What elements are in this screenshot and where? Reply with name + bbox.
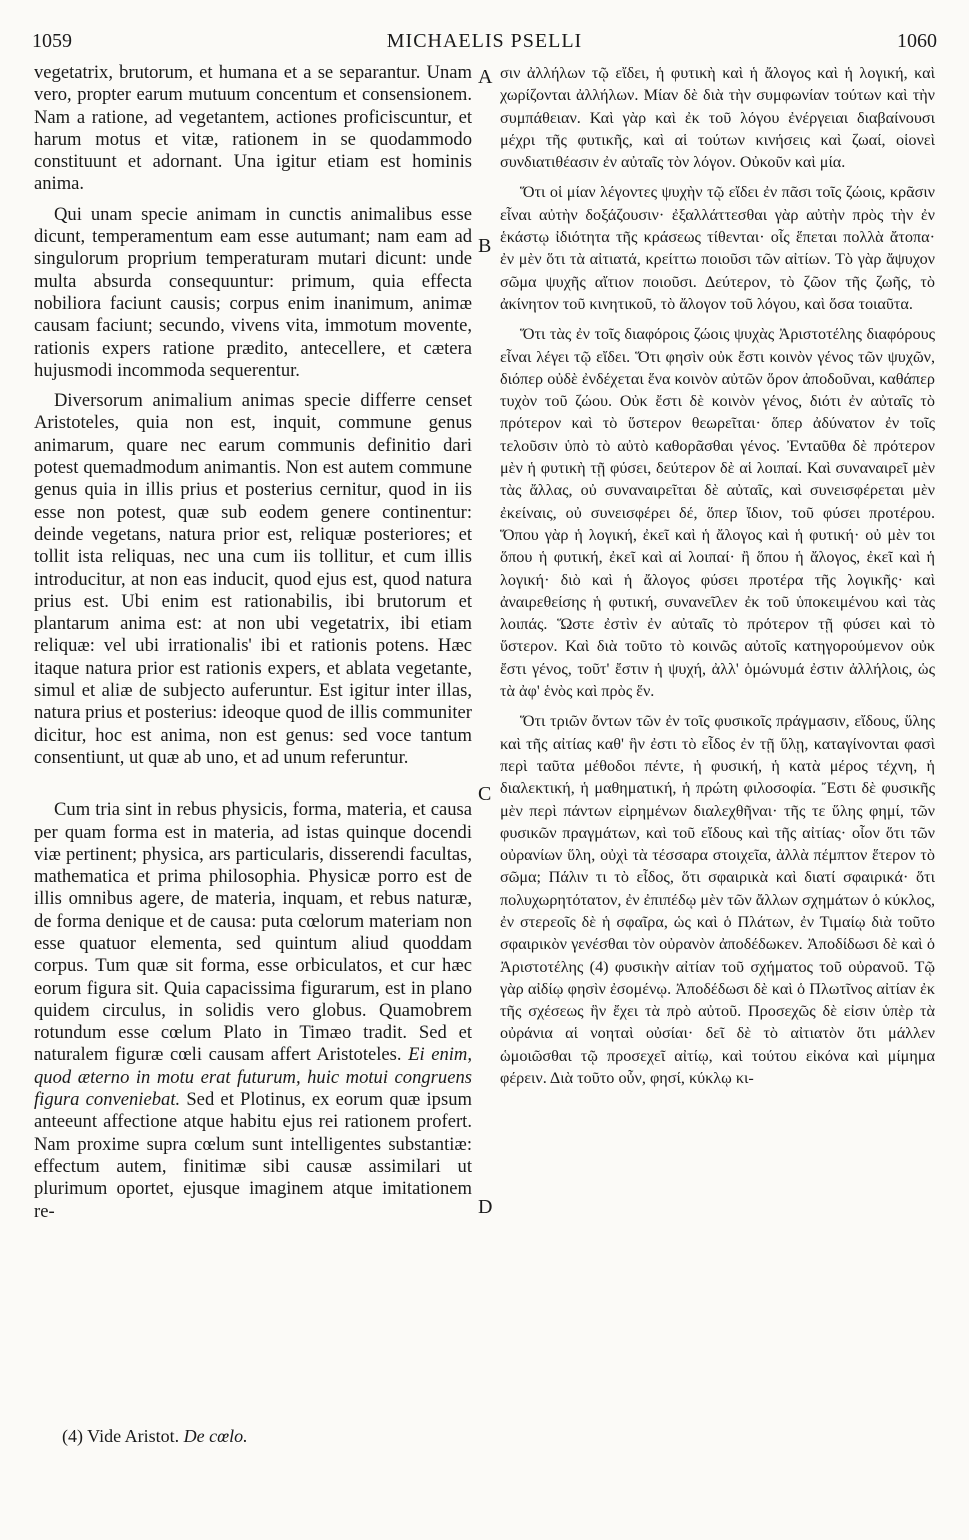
latin-paragraph-4-quote: Ei enim, quod æterno in motu erat futurum, huic motui congruens figura conveniebat. (34, 1044, 473, 1111)
footnote-title: De cœlo. (183, 1426, 248, 1446)
margin-marker-a: A (478, 66, 493, 88)
greek-paragraph-4: Ὅτι τριῶν ὄντων τῶν ἐν τοῖς φυσικοῖς πράγμασιν, εἴδους, ὕλης καὶ τῆς αἰτίας καθ' ἣν ἐστι τὸ εἶδος ἐν τῇ ὕλῃ, καταγίνονται φασὶ περὶ ταῦτα μέθοδοι πέντε, ἡ φυσική, ἡ κατὰ μέρος τέχνη, ἡ διαλεκτική, ἡ μαθηματική, ἡ πρώτη φιλοσοφία. Ἔστι δὲ φυσικῆς μὲν περὶ πάντων εἰρημένων διαλεχθῆναι· τῆς τε ὕλης φημί, τῶν φυσικῶν πραγμάτων, καὶ τοῦ εἴδους καὶ τῆς αἰτίας· οἷον ὅτι τῶν οὐρανίων ὕλη, οὐχὶ τὰ τέσσαρα στοιχεῖα, ἀλλὰ πέμπτον ἕτερον τὸ σῶμα; Πάλιν τι τὸ εἶδος, ὅτι σφαιρικὰ καὶ διατί σφαιρικά· ὅτι πολυχωρητότατον, ἐν ἐπιπέδῳ μὲν τῶν ἄλλων σχημάτων ὁ κύκλος, ἐν στερεοῖς δὲ ἡ σφαῖρα, ὡς καὶ ὁ Πλάτων, ἐν Τιμαίῳ διὰ τοῦτο σφαιρικὸν γενέσθαι τὸν οὐρανὸν ἀποδέδωκεν. Ἀποδίδωσι δὲ καὶ ὁ Ἀριστοτέλης (4) φυσικὴν αἰτίαν τοῦ σχήματος τοῦ οὐρανοῦ. Τῷ γὰρ αἰδίῳ φησὶν ἐσομένῳ. Ἀποδέδωσι δὲ καὶ ὁ Πλωτῖνος αἰτίαν ἐκ τῆς σχέσεως ἣν ἔχει τὰ πρὸ αὐτοῦ. Προσεχῶς δὲ εἰσιν ὑπὲρ τὰ οὐράνια αἱ νοηταὶ οὐσίαι· δεῖ δὲ τὸ αἰτιατὸν ὅτι μάλλεν ὡμοιῶσθαι τῷ προσεχεῖ αἰτίῳ, καὶ τούτου εἰκόνα καὶ μίμημα φέρειν. Διὰ τοῦτο οὖν, φησί, κύκλῳ κι- (500, 712, 935, 1088)
margin-marker-d: D (478, 1196, 493, 1218)
page-number-left: 1059 (32, 30, 72, 52)
latin-paragraph-3: Diversorum animalium animas specie differre censet Aristoteles, quia non est, inquit, commune genus animarum, quare nec earum communis definitio dari potest quemadmodum animantis. Non est autem commune genus quia in illis prius et posterius cernitur, quod in iis esse non potest, quæ sub eodem genere continentur: deinde vegetans, natura prior est, reliquæ posteriores; et tollit ista reliquas, nec una cum iis tollitur, et cum illis introducitur, at non eas inducit, quod ejus est, quod natura prius est. Ubi enim est rationabilis, ibi brutorum et plantarum anima est: at non ubi vegetatrix, ibi etiam reliquæ: vel ubi irrationalis' ibi et rationis potens. Hæc itaque natura prior est rationis expers, et ablata vegetante, simul et aliæ de subjecto auferuntur. Est igitur inter illas, natura prius et posterius: ideoque quod de illis communiter dicitur, hoc est anima, non est genus: sed voce tantum consentiunt, ut quæ ab uno, et ad unum referuntur. (34, 390, 472, 768)
footnote (62, 1426, 248, 1447)
greek-paragraph-2: Ὅτι οἱ μίαν λέγοντες ψυχὴν τῷ εἴδει ἐν πᾶσι τοῖς ζώοις, κρᾶσιν εἶναι αὐτὴν δοξάζουσιν· ἐξαλλάττεσθαι γὰρ αὐτὴν πρὸς τὴν ἐν ἑκάστῳ ἰδιότητα τῆς κράσεως τίθενται· οἷς ἕπεται πολλὰ ἄτοπα· ἐν μὲν ὅτι τὰ αἰτιατά, κρείττω ποιοῦσι τῶν αἰτίων. Τὸ γὰρ ἄψυχον σῶμα ψυχῆς αἴτιον ποιοῦσι. Δεύτερον, τὸ ζῶον τῆς ζωῆς, τὸ ἀκίνητον τοῦ κινητικοῦ, τὸ ἄλογον τοῦ λόγου, καὶ ὅσα τοιαῦτα. (500, 183, 935, 313)
footnote-text: (4) Vide Aristot. (62, 1426, 180, 1446)
latin-paragraph-4-a: Cum tria sint in rebus physicis, forma, materia, et causa per quam forma est in materia, ad istas quinque docendi viæ pertinent; physica, ars particularis, disserendi facultas, mathematica et prima philosophia. Physicæ porro est de illis omnibus agere, de materia, inquam, et rebus naturæ, de forma denique et de causa: puta cœlorum materiam non esse quatuor elementa, sed quintum aliud quoddam corpus. Tum quæ sit forma, esse orbiculatos, et cur hæc eorum figura sit. Quia capacissima figurarum, est in plano quidem circulus, in solidis vero globus. Quamobrem rotundum esse cœlum Plato in Timæo tradit. Sed et naturalem figuræ cœli causam affert Aristoteles. (34, 799, 472, 1066)
latin-paragraph-1: vegetatrix, brutorum, et humana et a se separantur. Unam vero, propter earum mutuum concentum et consensionem. Nam a ratione, ad vegetantem, actiones proficiscuntur, et harum motus et vitæ, rationem in se quodammodo constituunt et adornant. Una igitur etiam est hominis anima. (34, 62, 472, 195)
latin-paragraph-4 (34, 799, 472, 1223)
page-number-right: 1060 (897, 30, 937, 52)
greek-paragraph-3: Ὅτι τὰς ἐν τοῖς διαφόροις ζώοις ψυχὰς Ἀριστοτέλης διαφόρους εἶναι λέγει τῷ εἴδει. Ὅτι φησὶν οὐκ ἔστι κοινὸν γένος τῶν ψυχῶν, διόπερ οὐδὲ ἐνδέχεται ἕνα κοινὸν αὐτῶν ὅρον ἀποδοῦναι, καθάπερ τυχὸν τοῦ ζώου. Οὐκ ἔστι δὲ κοινὸν γένος, διότι ἐν αὐταῖς τὸ πρότερον καὶ τὸ ὕστερον θεωρεῖται· ὅπερ ἀδύνατον ἐν τοῖς τελοῦσιν ὑπὸ τὸ αὐτὸ καθορᾶσθαι γένος. Ἐνταῦθα δὲ πρότερον μὲν ἡ φυτικὴ τῇ φύσει, δεύτερον δὲ αἱ λοιπαί. Καὶ συναναιρεῖ μὲν τὰς ἄλλας, οὐ συναναιρεῖται δὲ αὐταῖς, καὶ συνεισφέρεται μὲν ἐκείναις, οὐ συνεισφέρει δέ, ὅπερ ἴδιον, τοῦ φύσει προτέρου. Ὅπου γὰρ ἡ λογική, ἐκεῖ καὶ ἡ ἄλογος καὶ ἡ φυτική· οὐ μὲν τοι ὅπου ἡ φυτική, ἐκεῖ καὶ αἱ λοιπαί· ἢ ὅπου ἡ ἄλογος, ἐκεῖ καὶ ἡ λογική· διὸ καὶ ἡ ἄλογος φύσει προτέρα τῆς λογικῆς· καὶ ἀναιρεθείσης ἡ φυτική, συνανεῖλεν ἐκ τοῦ ὑποκειμένου καὶ τὰς λοιπάς. Ὥστε ἐστὶν ἐν αὐταῖς τὸ πρότερον τῇ φύσει καὶ τὸ ὕστερον. Καὶ διὰ τοῦτο τὸ κοινῶς αὐτοῖς κατηγορούμενον οὐκ ἔστι γένος, τοῦτ' ἔστιν ἡ ψυχή, ἀλλ' ὁμώνυμά ἐστιν ἀλλήλοις, ὡς τὰ ἀφ' ἑνὸς καὶ πρὸς ἕν. (500, 325, 935, 701)
greek-paragraph-1: σιν ἀλλήλων τῷ εἴδει, ἡ φυτικὴ καὶ ἡ ἄλογος καὶ ἡ λογική, καὶ χωρίζονται ἀλλήλων. Μίαν δὲ διὰ τὴν συμφωνίαν τούτων καὶ τὴν συμπάθειαν. Καὶ γὰρ καὶ ἐκ τοῦ λόγου ἐνέργειαι διαβαίνουσι μέχρι τῆς φυτικῆς, καὶ αἱ τούτων κινήσεις καὶ ζωαί, οἱονεὶ συνδιατιθέασιν ἐν αὐταῖς τὸν λόγον. Οὐκοῦν καὶ μία. (500, 64, 935, 172)
latin-column (34, 62, 472, 1223)
page-header (32, 30, 937, 60)
greek-column (500, 62, 935, 1089)
margin-marker-b: B (478, 235, 492, 257)
margin-marker-c: C (478, 783, 492, 805)
running-title: MICHAELIS PSELLI (386, 30, 583, 52)
latin-paragraph-4-b: Sed et Plotinus, ex eorum quæ ipsum anteeunt affectione atque habitu ejus rei rationem profert. Nam proxime supra cœlum sunt intelligentes substantiæ: effectum autem, finitimæ sibi causæ assimilari ut plurimum oportet, ejusque imaginem atque imitationem re- (34, 1089, 472, 1222)
latin-paragraph-2: Qui unam specie animam in cunctis animalibus esse dicunt, temperamentum eam esse autumant; nam eam ad singulorum proprium temperaturam mutari dicunt: unde multa absurda consequuntur: primum, quia effecta nobiliora faciunt causis; corpus enim inanimum, animæ causam faciunt; secundo, vivens vita, immotum movente, rationis expers ratione prædito, antecellere, et cætera hujusmodi incommoda sequerentur. (34, 203, 472, 381)
